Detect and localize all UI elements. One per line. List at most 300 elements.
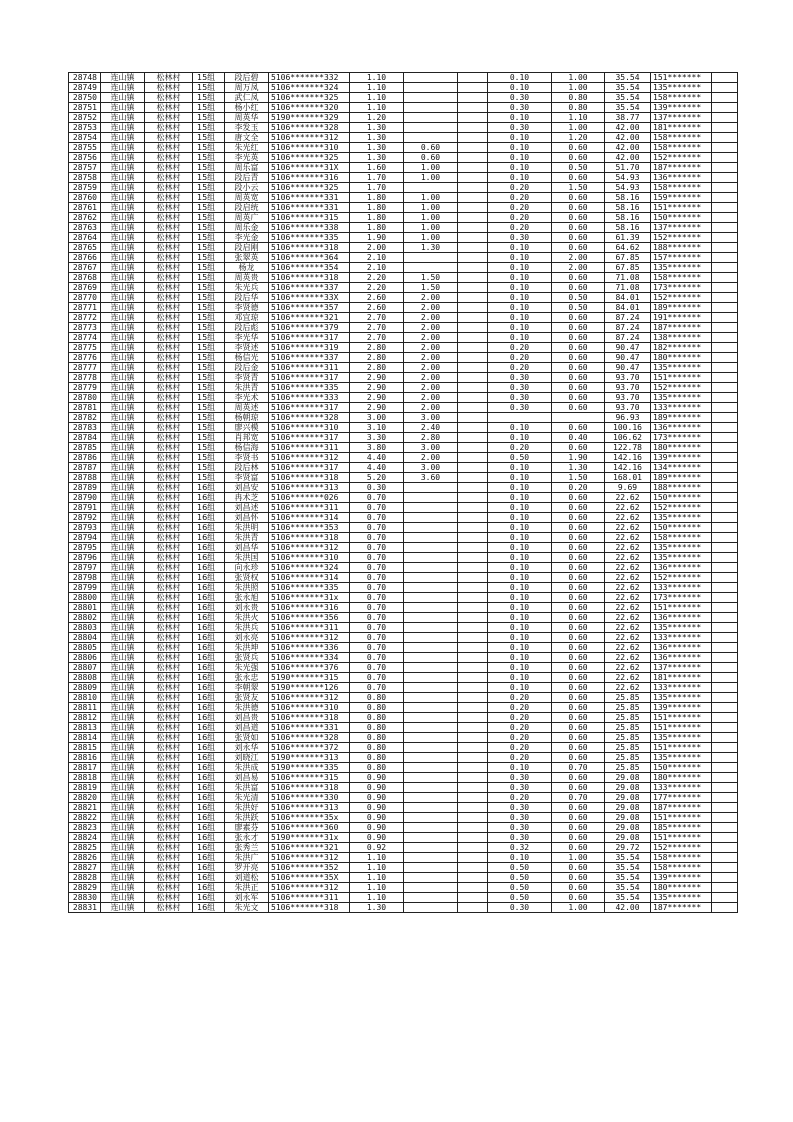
table-cell: 158******* <box>651 143 712 153</box>
table-cell: 15组 <box>193 383 225 393</box>
table-cell: 1.10 <box>350 853 404 863</box>
table-cell: 22.62 <box>605 553 651 563</box>
table-cell: 1.50 <box>552 183 605 193</box>
table-cell <box>712 843 738 853</box>
table-cell: 42.00 <box>605 133 651 143</box>
table-cell <box>712 373 738 383</box>
table-cell: 5106*******325 <box>269 153 350 163</box>
table-cell <box>458 633 488 643</box>
table-cell: 0.90 <box>350 833 404 843</box>
table-cell <box>404 713 458 723</box>
table-row <box>69 223 738 233</box>
table-cell: 松林村 <box>145 123 193 133</box>
table-cell: 1.30 <box>350 143 404 153</box>
table-cell: 松林村 <box>145 673 193 683</box>
table-cell: 0.92 <box>350 843 404 853</box>
table-cell: 松林村 <box>145 373 193 383</box>
table-row <box>69 373 738 383</box>
table-cell: 16组 <box>193 693 225 703</box>
table-cell: 朱洪坤 <box>225 643 269 653</box>
table-cell <box>712 893 738 903</box>
table-cell: 连山镇 <box>101 793 145 803</box>
table-cell: 1.90 <box>350 233 404 243</box>
table-cell: 松林村 <box>145 753 193 763</box>
table-cell <box>404 733 458 743</box>
table-cell: 0.70 <box>350 613 404 623</box>
table-cell: 松林村 <box>145 173 193 183</box>
table-cell: 25.85 <box>605 703 651 713</box>
table-cell: 段小云 <box>225 183 269 193</box>
table-row <box>69 143 738 153</box>
table-row <box>69 383 738 393</box>
table-cell: 连山镇 <box>101 153 145 163</box>
table-cell: 87.24 <box>605 333 651 343</box>
table-cell <box>458 623 488 633</box>
table-cell: 朱洪正 <box>225 883 269 893</box>
table-cell: 连山镇 <box>101 373 145 383</box>
table-cell: 松林村 <box>145 363 193 373</box>
table-cell: 28757 <box>69 163 101 173</box>
table-cell: 松林村 <box>145 623 193 633</box>
table-cell: 133******* <box>651 633 712 643</box>
table-cell: 0.10 <box>488 603 552 613</box>
table-cell: 151******* <box>651 603 712 613</box>
table-cell: 5190*******313 <box>269 753 350 763</box>
table-cell: 连山镇 <box>101 893 145 903</box>
table-cell: 28796 <box>69 553 101 563</box>
table-cell: 5106*******318 <box>269 273 350 283</box>
table-cell <box>712 683 738 693</box>
table-cell: 连山镇 <box>101 753 145 763</box>
table-cell: 22.62 <box>605 493 651 503</box>
table-cell: 1.70 <box>350 183 404 193</box>
table-cell: 189******* <box>651 303 712 313</box>
table-cell: 22.62 <box>605 673 651 683</box>
table-cell <box>404 883 458 893</box>
table-cell: 35.54 <box>605 73 651 83</box>
table-cell: 0.60 <box>552 423 605 433</box>
table-cell: 29.08 <box>605 803 651 813</box>
table-cell: 松林村 <box>145 273 193 283</box>
table-cell: 段后华 <box>225 293 269 303</box>
table-cell <box>404 93 458 103</box>
table-cell: 连山镇 <box>101 143 145 153</box>
table-cell: 93.70 <box>605 403 651 413</box>
table-row <box>69 83 738 93</box>
table-cell: 22.62 <box>605 663 651 673</box>
table-row <box>69 93 738 103</box>
table-cell: 28804 <box>69 633 101 643</box>
table-cell: 152******* <box>651 503 712 513</box>
table-cell: 松林村 <box>145 883 193 893</box>
table-cell: 0.80 <box>552 103 605 113</box>
table-cell: 28781 <box>69 403 101 413</box>
table-cell: 15组 <box>193 413 225 423</box>
table-cell <box>458 433 488 443</box>
table-cell: 0.32 <box>488 843 552 853</box>
table-cell: 0.50 <box>488 863 552 873</box>
table-cell: 16组 <box>193 643 225 653</box>
table-cell: 15组 <box>193 353 225 363</box>
table-cell <box>712 283 738 293</box>
table-cell: 连山镇 <box>101 353 145 363</box>
table-row <box>69 173 738 183</box>
table-cell <box>712 823 738 833</box>
table-cell: 158******* <box>651 863 712 873</box>
table-cell: 松林村 <box>145 133 193 143</box>
table-cell <box>458 103 488 113</box>
table-cell: 150******* <box>651 763 712 773</box>
table-cell: 16组 <box>193 893 225 903</box>
table-cell: 5106*******357 <box>269 303 350 313</box>
table-cell: 0.30 <box>488 823 552 833</box>
table-cell: 0.60 <box>552 703 605 713</box>
table-cell: 松林村 <box>145 293 193 303</box>
table-cell: 135******* <box>651 623 712 633</box>
table-cell: 151******* <box>651 203 712 213</box>
table-cell <box>712 213 738 223</box>
table-cell <box>458 483 488 493</box>
table-cell: 54.93 <box>605 173 651 183</box>
table-cell <box>712 583 738 593</box>
table-cell: 0.70 <box>350 623 404 633</box>
table-cell: 1.30 <box>350 153 404 163</box>
table-cell: 0.20 <box>488 443 552 453</box>
table-cell: 0.70 <box>552 763 605 773</box>
table-cell: 5190*******126 <box>269 683 350 693</box>
table-cell: 松林村 <box>145 153 193 163</box>
table-cell <box>712 453 738 463</box>
table-cell: 0.10 <box>488 553 552 563</box>
table-cell: 42.00 <box>605 903 651 913</box>
table-cell: 连山镇 <box>101 273 145 283</box>
table-cell: 135******* <box>651 83 712 93</box>
table-cell: 3.10 <box>350 423 404 433</box>
table-cell <box>712 233 738 243</box>
table-cell <box>712 353 738 363</box>
table-cell <box>458 493 488 503</box>
table-cell <box>712 333 738 343</box>
table-cell: 5106*******312 <box>269 693 350 703</box>
table-cell: 28824 <box>69 833 101 843</box>
table-cell: 15组 <box>193 343 225 353</box>
table-cell: 135******* <box>651 543 712 553</box>
table-cell: 0.20 <box>488 733 552 743</box>
table-cell: 连山镇 <box>101 653 145 663</box>
table-cell: 1.30 <box>350 903 404 913</box>
table-cell: 0.10 <box>488 473 552 483</box>
table-cell: 35.54 <box>605 853 651 863</box>
table-cell: 刘昌述 <box>225 503 269 513</box>
table-cell: 连山镇 <box>101 593 145 603</box>
table-cell: 1.10 <box>350 873 404 883</box>
table-cell: 1.20 <box>552 133 605 143</box>
table-cell <box>552 413 605 423</box>
table-cell: 5106*******335 <box>269 233 350 243</box>
table-cell: 28789 <box>69 483 101 493</box>
table-row <box>69 323 738 333</box>
table-cell <box>404 113 458 123</box>
table-cell: 5106*******318 <box>269 243 350 253</box>
table-cell: 139******* <box>651 703 712 713</box>
table-cell: 35.54 <box>605 893 651 903</box>
table-cell <box>404 503 458 513</box>
table-row <box>69 533 738 543</box>
table-cell: 5190*******335 <box>269 763 350 773</box>
table-cell: 28751 <box>69 103 101 113</box>
table-cell: 29.08 <box>605 813 651 823</box>
table-cell: 朱洪青 <box>225 533 269 543</box>
table-cell: 28810 <box>69 693 101 703</box>
table-cell: 0.60 <box>404 143 458 153</box>
table-row <box>69 693 738 703</box>
table-row <box>69 183 738 193</box>
table-cell: 185******* <box>651 823 712 833</box>
table-cell <box>404 863 458 873</box>
table-cell: 0.20 <box>488 203 552 213</box>
table-cell: 0.20 <box>488 363 552 373</box>
table-cell: 58.16 <box>605 193 651 203</box>
table-cell: 28755 <box>69 143 101 153</box>
table-cell: 1.80 <box>350 203 404 213</box>
table-cell: 16组 <box>193 733 225 743</box>
table-cell: 刘永军 <box>225 893 269 903</box>
table-cell: 2.80 <box>350 353 404 363</box>
table-cell <box>712 443 738 453</box>
table-cell: 35.54 <box>605 103 651 113</box>
table-cell: 180******* <box>651 353 712 363</box>
table-cell <box>458 173 488 183</box>
table-cell <box>712 303 738 313</box>
table-cell: 周乐富 <box>225 163 269 173</box>
table-cell: 2.20 <box>350 283 404 293</box>
table-cell: 0.80 <box>350 763 404 773</box>
table-row <box>69 603 738 613</box>
table-cell: 15组 <box>193 363 225 373</box>
table-cell: 15组 <box>193 283 225 293</box>
table-cell: 15组 <box>193 473 225 483</box>
table-cell: 5106*******315 <box>269 773 350 783</box>
table-cell <box>712 473 738 483</box>
table-cell: 松林村 <box>145 283 193 293</box>
table-cell: 松林村 <box>145 333 193 343</box>
table-cell: 朱洪跃 <box>225 813 269 823</box>
table-cell: 28801 <box>69 603 101 613</box>
table-cell: 连山镇 <box>101 843 145 853</box>
table-cell: 朱洪德 <box>225 703 269 713</box>
table-cell: 67.85 <box>605 263 651 273</box>
table-cell: 连山镇 <box>101 553 145 563</box>
table-cell: 连山镇 <box>101 233 145 243</box>
table-cell: 0.50 <box>488 893 552 903</box>
table-cell: 16组 <box>193 483 225 493</box>
table-cell: 0.60 <box>552 533 605 543</box>
table-cell: 28807 <box>69 663 101 673</box>
table-cell: 5106*******331 <box>269 193 350 203</box>
table-cell <box>458 193 488 203</box>
table-row <box>69 123 738 133</box>
table-cell: 28776 <box>69 353 101 363</box>
table-cell: 2.60 <box>350 303 404 313</box>
table-cell: 181******* <box>651 673 712 683</box>
table-cell: 朱洪青 <box>225 383 269 393</box>
table-cell: 杨朝琼 <box>225 413 269 423</box>
table-cell <box>712 313 738 323</box>
table-cell: 连山镇 <box>101 443 145 453</box>
table-cell: 0.60 <box>552 773 605 783</box>
table-cell: 连山镇 <box>101 313 145 323</box>
table-cell: 0.70 <box>350 533 404 543</box>
table-cell: 李光金 <box>225 233 269 243</box>
table-cell: 0.10 <box>488 303 552 313</box>
table-cell: 2.10 <box>350 263 404 273</box>
table-cell: 廖兴模 <box>225 423 269 433</box>
table-cell: 0.70 <box>350 513 404 523</box>
table-cell: 16组 <box>193 513 225 523</box>
table-cell: 5106*******328 <box>269 123 350 133</box>
table-cell: 28811 <box>69 703 101 713</box>
table-cell: 1.10 <box>350 93 404 103</box>
table-cell <box>712 803 738 813</box>
table-cell: 142.16 <box>605 463 651 473</box>
table-cell: 松林村 <box>145 403 193 413</box>
table-cell: 180******* <box>651 883 712 893</box>
table-cell: 22.62 <box>605 643 651 653</box>
table-cell: 连山镇 <box>101 103 145 113</box>
table-cell: 连山镇 <box>101 743 145 753</box>
table-cell: 李光英 <box>225 153 269 163</box>
table-cell: 28798 <box>69 573 101 583</box>
table-cell: 1.10 <box>350 83 404 93</box>
table-cell: 0.10 <box>488 853 552 863</box>
table-row <box>69 513 738 523</box>
table-cell: 松林村 <box>145 633 193 643</box>
table-cell: 5106*******310 <box>269 703 350 713</box>
table-cell <box>712 723 738 733</box>
table-cell <box>404 643 458 653</box>
table-cell: 15组 <box>193 83 225 93</box>
table-cell: 松林村 <box>145 693 193 703</box>
table-cell: 松林村 <box>145 643 193 653</box>
table-cell: 松林村 <box>145 613 193 623</box>
table-cell: 松林村 <box>145 893 193 903</box>
table-cell: 段后彪 <box>225 323 269 333</box>
table-cell <box>458 593 488 603</box>
table-cell: 0.10 <box>488 623 552 633</box>
table-cell: 28805 <box>69 643 101 653</box>
table-cell: 158******* <box>651 133 712 143</box>
table-cell: 0.60 <box>552 693 605 703</box>
table-cell: 李贤青 <box>225 373 269 383</box>
table-row <box>69 703 738 713</box>
table-cell: 0.60 <box>552 443 605 453</box>
table-cell <box>458 93 488 103</box>
table-cell: 15组 <box>193 113 225 123</box>
table-cell: 0.10 <box>488 673 552 683</box>
table-cell: 朱洪兵 <box>225 623 269 633</box>
table-cell <box>404 723 458 733</box>
table-cell: 松林村 <box>145 553 193 563</box>
table-cell: 0.60 <box>552 173 605 183</box>
table-cell: 0.60 <box>552 713 605 723</box>
table-cell: 158******* <box>651 183 712 193</box>
table-cell: 连山镇 <box>101 723 145 733</box>
table-cell: 28829 <box>69 883 101 893</box>
table-cell <box>712 553 738 563</box>
table-cell <box>404 813 458 823</box>
table-cell: 35.54 <box>605 883 651 893</box>
table-cell: 连山镇 <box>101 423 145 433</box>
table-cell: 李光华 <box>225 333 269 343</box>
table-cell: 刘昌道 <box>225 723 269 733</box>
table-cell: 0.10 <box>488 613 552 623</box>
table-cell: 28775 <box>69 343 101 353</box>
table-cell: 15组 <box>193 193 225 203</box>
table-cell: 28814 <box>69 733 101 743</box>
table-cell: 段后青 <box>225 173 269 183</box>
table-cell: 168.01 <box>605 473 651 483</box>
table-cell: 2.70 <box>350 313 404 323</box>
table-cell <box>404 703 458 713</box>
table-cell: 58.16 <box>605 203 651 213</box>
table-cell: 连山镇 <box>101 413 145 423</box>
table-cell <box>712 253 738 263</box>
table-cell <box>712 773 738 783</box>
table-cell: 152******* <box>651 293 712 303</box>
table-cell: 139******* <box>651 453 712 463</box>
table-cell: 向永珍 <box>225 563 269 573</box>
table-cell <box>712 783 738 793</box>
table-cell: 松林村 <box>145 603 193 613</box>
table-cell: 松林村 <box>145 853 193 863</box>
table-cell <box>404 683 458 693</box>
table-cell: 0.20 <box>488 703 552 713</box>
table-cell: 0.60 <box>552 393 605 403</box>
table-cell: 0.70 <box>350 633 404 643</box>
table-cell <box>458 333 488 343</box>
table-cell: 5106*******312 <box>269 853 350 863</box>
table-cell: 松林村 <box>145 773 193 783</box>
table-cell: 李贤德 <box>225 303 269 313</box>
table-cell: 87.24 <box>605 323 651 333</box>
table-cell: 0.10 <box>488 323 552 333</box>
table-cell: 0.60 <box>552 193 605 203</box>
table-cell: 152******* <box>651 233 712 243</box>
table-cell: 173******* <box>651 593 712 603</box>
table-cell: 5106*******313 <box>269 483 350 493</box>
table-cell: 0.60 <box>552 143 605 153</box>
table-cell: 5106*******318 <box>269 903 350 913</box>
table-cell: 151******* <box>651 723 712 733</box>
table-cell: 连山镇 <box>101 243 145 253</box>
table-cell: 151******* <box>651 73 712 83</box>
table-cell: 松林村 <box>145 533 193 543</box>
table-cell: 136******* <box>651 613 712 623</box>
table-cell: 李光术 <box>225 393 269 403</box>
table-row <box>69 613 738 623</box>
table-cell <box>458 783 488 793</box>
table-cell: 0.60 <box>552 563 605 573</box>
table-cell: 28793 <box>69 523 101 533</box>
table-cell: 28760 <box>69 193 101 203</box>
table-cell: 0.60 <box>552 553 605 563</box>
table-cell: 158******* <box>651 93 712 103</box>
table-cell: 28749 <box>69 83 101 93</box>
table-cell: 松林村 <box>145 443 193 453</box>
table-cell <box>458 653 488 663</box>
table-cell <box>458 473 488 483</box>
table-cell <box>404 583 458 593</box>
